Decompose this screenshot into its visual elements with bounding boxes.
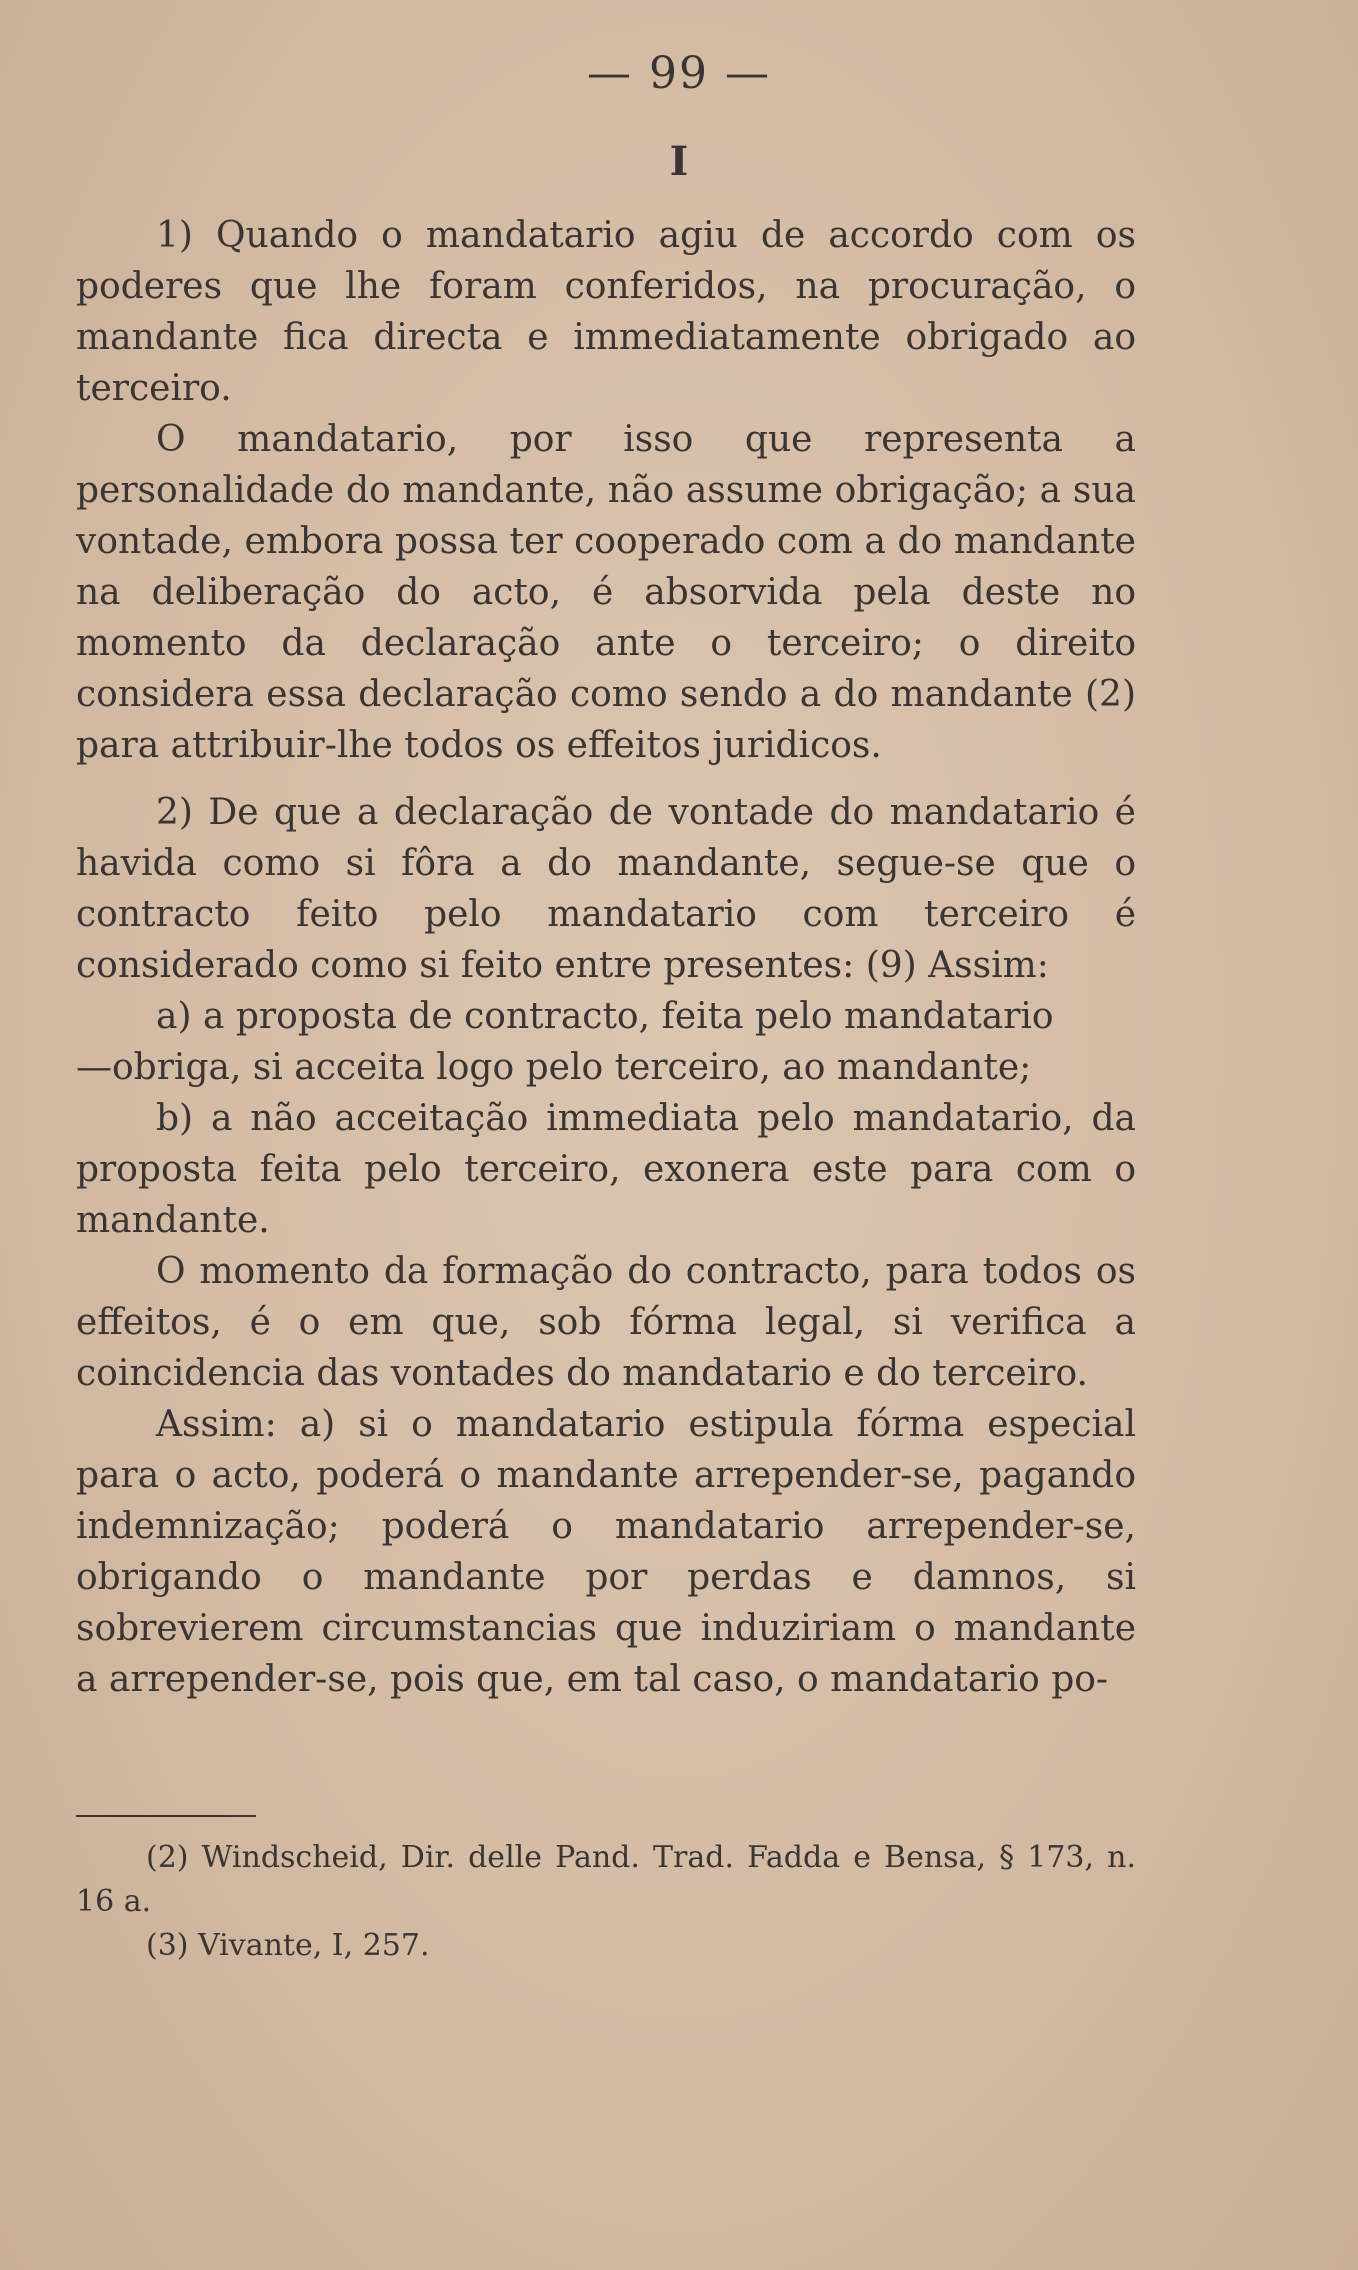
footnote: (3) Vivante, I, 257. xyxy=(146,1928,430,1963)
paragraph: 1) Quando o mandatario agiu de accordo com os poderes que lhe foram conferidos, na procuração, o mandante fica directa e immediatamente obrigado ao terceiro. xyxy=(76,215,1136,409)
footnote: (2) Windscheid, Dir. delle Pand. Trad. Fadda e Bensa, § 173, n. 16 a. xyxy=(76,1840,1136,1919)
footnotes xyxy=(76,1836,1136,1968)
paragraph: b) a não acceitação immediata pelo mandatario, da proposta feita pelo terceiro, exonera este para com o mandante. xyxy=(76,1098,1136,1241)
paragraph: O mandatario, por isso que representa a personalidade do mandante, não assume obrigação; a sua vontade, embora possa ter cooperado com a do mandante na deliberação do acto, é absorvida pela deste no momento da declaração ante o terceiro; o direito considera essa declaração como sendo a do mandante (2) para attribuir-lhe todos os effeitos juridicos. xyxy=(76,419,1136,766)
paragraph: a) a proposta de contracto, feita pelo mandatario xyxy=(156,996,1054,1037)
paragraph: 2) De que a declaração de vontade do mandatario é havida como si fôra a do mandante, segue-se que o contracto feito pelo mandatario com terceiro é considerado como si feito entre presentes: (9) Assim: xyxy=(76,792,1136,986)
body-text xyxy=(76,210,1136,1705)
section-heading: I xyxy=(669,138,689,185)
page-number: — 99 — xyxy=(587,48,771,99)
paragraph: Assim: a) si o mandatario estipula fórma especial para o acto, poderá o mandante arrepender-se, pagando indemnização; poderá o mandatario arrepender-se, obrigando o mandante por perdas e damnos, si sobrevierem circumstancias que induziriam o mandante a arrepender-se, pois que, em tal caso, o mandatario po- xyxy=(76,1404,1136,1700)
paragraph: O momento da formação do contracto, para todos os effeitos, é o em que, sob fórma legal, si verifica a coincidencia das vontades do mandatario e do terceiro. xyxy=(76,1251,1136,1394)
footnote-divider xyxy=(76,1815,256,1817)
paragraph: —obriga, si acceita logo pelo terceiro, ao mandante; xyxy=(76,1047,1032,1088)
